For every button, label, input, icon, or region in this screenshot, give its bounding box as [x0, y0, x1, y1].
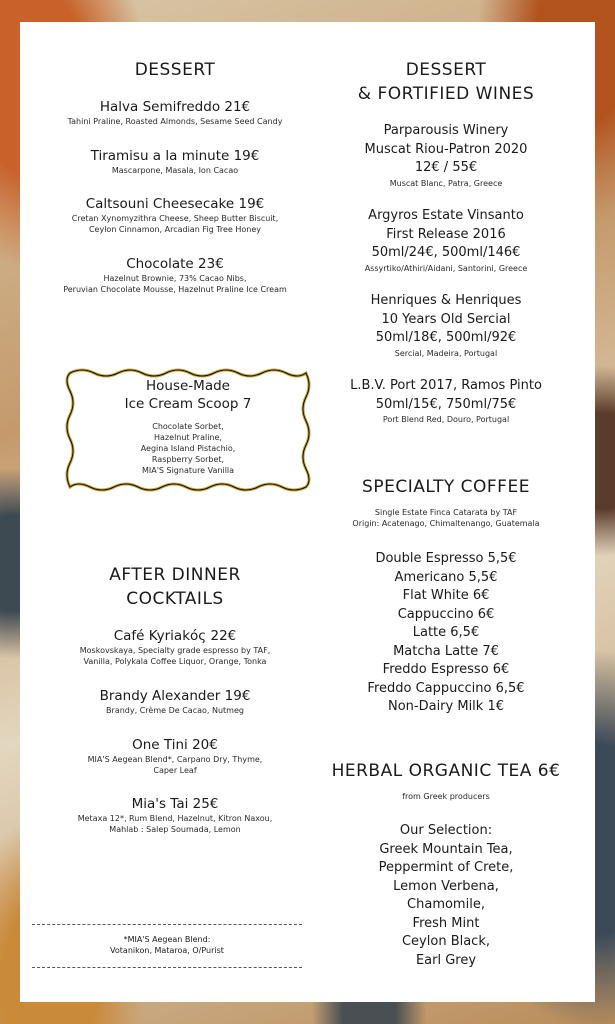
cocktails-title: AFTER DINNER COCKTAILS [109, 565, 241, 609]
cocktail-item [40, 736, 310, 776]
menu-paper [20, 22, 595, 1002]
aegean-blend-note: *MIA'S Aegean Blend: Votanikon, Mataroa, O/Purist [110, 935, 224, 955]
ice-cream-box [62, 365, 314, 495]
item-desc: Peruvian Chocolate Mousse, Hazelnut Praline Ice Cream [63, 285, 287, 294]
coffee-title: SPECIALTY COFFEE [362, 477, 530, 497]
flavor: Chocolate Sorbet, [152, 422, 224, 431]
tea-title: HERBAL ORGANIC TEA 6€ [331, 761, 561, 781]
coffee-item: Freddo Espresso 6€ [382, 662, 510, 677]
item-name: Ice Cream Scoop 7 [124, 396, 252, 412]
dessert-title: DESSERT [134, 60, 216, 80]
coffee-item: Latte 6,5€ [412, 625, 480, 640]
coffee-item: Americano 5,5€ [394, 569, 498, 585]
tea-item: Chamomile, [407, 897, 485, 912]
item-desc: Brandy, Crème De Cacao, Nutmeg [106, 706, 244, 715]
divider [32, 967, 302, 968]
item-desc: Ceylon Cinnamon, Arcadian Fig Tree Honey [88, 225, 262, 234]
wine-item: Parparousis Winery Muscat Riou-Patron 2020 12€ / 55€ Muscat Blanc, Patra, Greece [364, 123, 528, 188]
dessert-item [40, 98, 310, 127]
item-desc: Moskovskaya, Specialty grade espresso by TAF, [79, 646, 271, 655]
coffee-subtitle: Single Estate Finca Catarata by TAF Origin: Acatenago, Chimaltenango, Guatemala [352, 508, 540, 528]
coffee-item: Freddo Cappuccino 6,5€ [367, 680, 525, 696]
coffee-list [315, 550, 577, 717]
item-desc: Metaxa 12*, Rum Blend, Hazelnut, Kitron Naxou, [77, 814, 273, 823]
tea-item: Peppermint of Crete, [378, 860, 514, 875]
coffee-item: Matcha Latte 7€ [393, 643, 499, 659]
tea-item: Fresh Mint [412, 915, 480, 931]
tea-subtitle: from Greek producers [402, 792, 490, 801]
divider [32, 924, 302, 925]
flavor: Aegina Island Pistachio, [140, 444, 236, 453]
item-name: House-Made [146, 378, 230, 394]
tea-item: Earl Grey [415, 952, 477, 968]
item-name: Brandy Alexander 19€ [99, 688, 251, 704]
flavor: Raspberry Sorbet, [151, 455, 225, 464]
cocktail-item [40, 627, 310, 667]
wine-item: Henriques & Henriques 10 Years Old Sercial 50ml/18€, 500ml/92€ Sercial, Madeira, Portugal [370, 293, 522, 358]
flavor: Hazelnut Praline, [154, 433, 222, 442]
ice-cream-content [62, 377, 314, 476]
tea-list [315, 822, 577, 970]
item-desc: Mascarpone, Masala, Ion Cacao [111, 166, 239, 175]
coffee-item: Double Espresso 5,5€ [375, 551, 517, 566]
item-name: One Tini 20€ [132, 737, 218, 753]
item-desc: MIA'S Aegean Blend*, Carpano Dry, Thyme, [87, 755, 263, 764]
coffee-item: Cappuccino 6€ [397, 606, 495, 622]
item-desc: Caper Leaf [153, 766, 197, 775]
dessert-item [40, 255, 310, 295]
item-name: Halva Semifreddo 21€ [99, 99, 251, 115]
item-name: Chocolate 23€ [126, 256, 224, 272]
wine-item: Argyros Estate Vinsanto First Release 2016 50ml/24€, 500ml/146€ Assyrtiko/Athiri/Aidani, Santorini, Greece [364, 208, 528, 273]
item-name: Mia's Tai 25€ [131, 796, 219, 812]
wines-title: DESSERT & FORTIFIED WINES [357, 60, 535, 104]
flavor: MIA'S Signature Vanilla [141, 466, 235, 475]
cocktail-item [40, 687, 310, 716]
coffee-item: Flat White 6€ [402, 588, 490, 603]
item-desc: Mahlab : Salep Soumada, Lemon [109, 825, 241, 834]
item-desc: Cretan Xynomyzithra Cheese, Sheep Butter Biscuit, [71, 214, 279, 223]
tea-item: Lemon Verbena, [393, 878, 499, 894]
cocktail-item [40, 795, 310, 835]
item-desc: Tahini Praline, Roasted Almonds, Sesame Seed Candy [67, 117, 283, 126]
tea-item: Our Selection: [399, 823, 493, 838]
item-name: Café Kyriakός 22€ [113, 628, 237, 644]
dessert-item [40, 195, 310, 235]
wine-item: L.B.V. Port 2017, Ramos Pinto 50ml/15€, 750ml/75€ Port Blend Red, Douro, Portugal [350, 378, 542, 424]
item-desc: Hazelnut Brownie, 73% Cacao Nibs, [103, 274, 247, 283]
dessert-item [40, 147, 310, 176]
tea-item: Ceylon Black, [401, 934, 490, 949]
item-desc: Vanilla, Polykala Coffee Liquor, Orange, Tonka [83, 657, 267, 666]
item-name: Caltsouni Cheesecake 19€ [85, 196, 265, 212]
item-name: Tiramisu a la minute 19€ [90, 148, 260, 164]
tea-item: Greek Mountain Tea, [379, 841, 513, 857]
coffee-item: Non-Dairy Milk 1€ [387, 699, 504, 714]
